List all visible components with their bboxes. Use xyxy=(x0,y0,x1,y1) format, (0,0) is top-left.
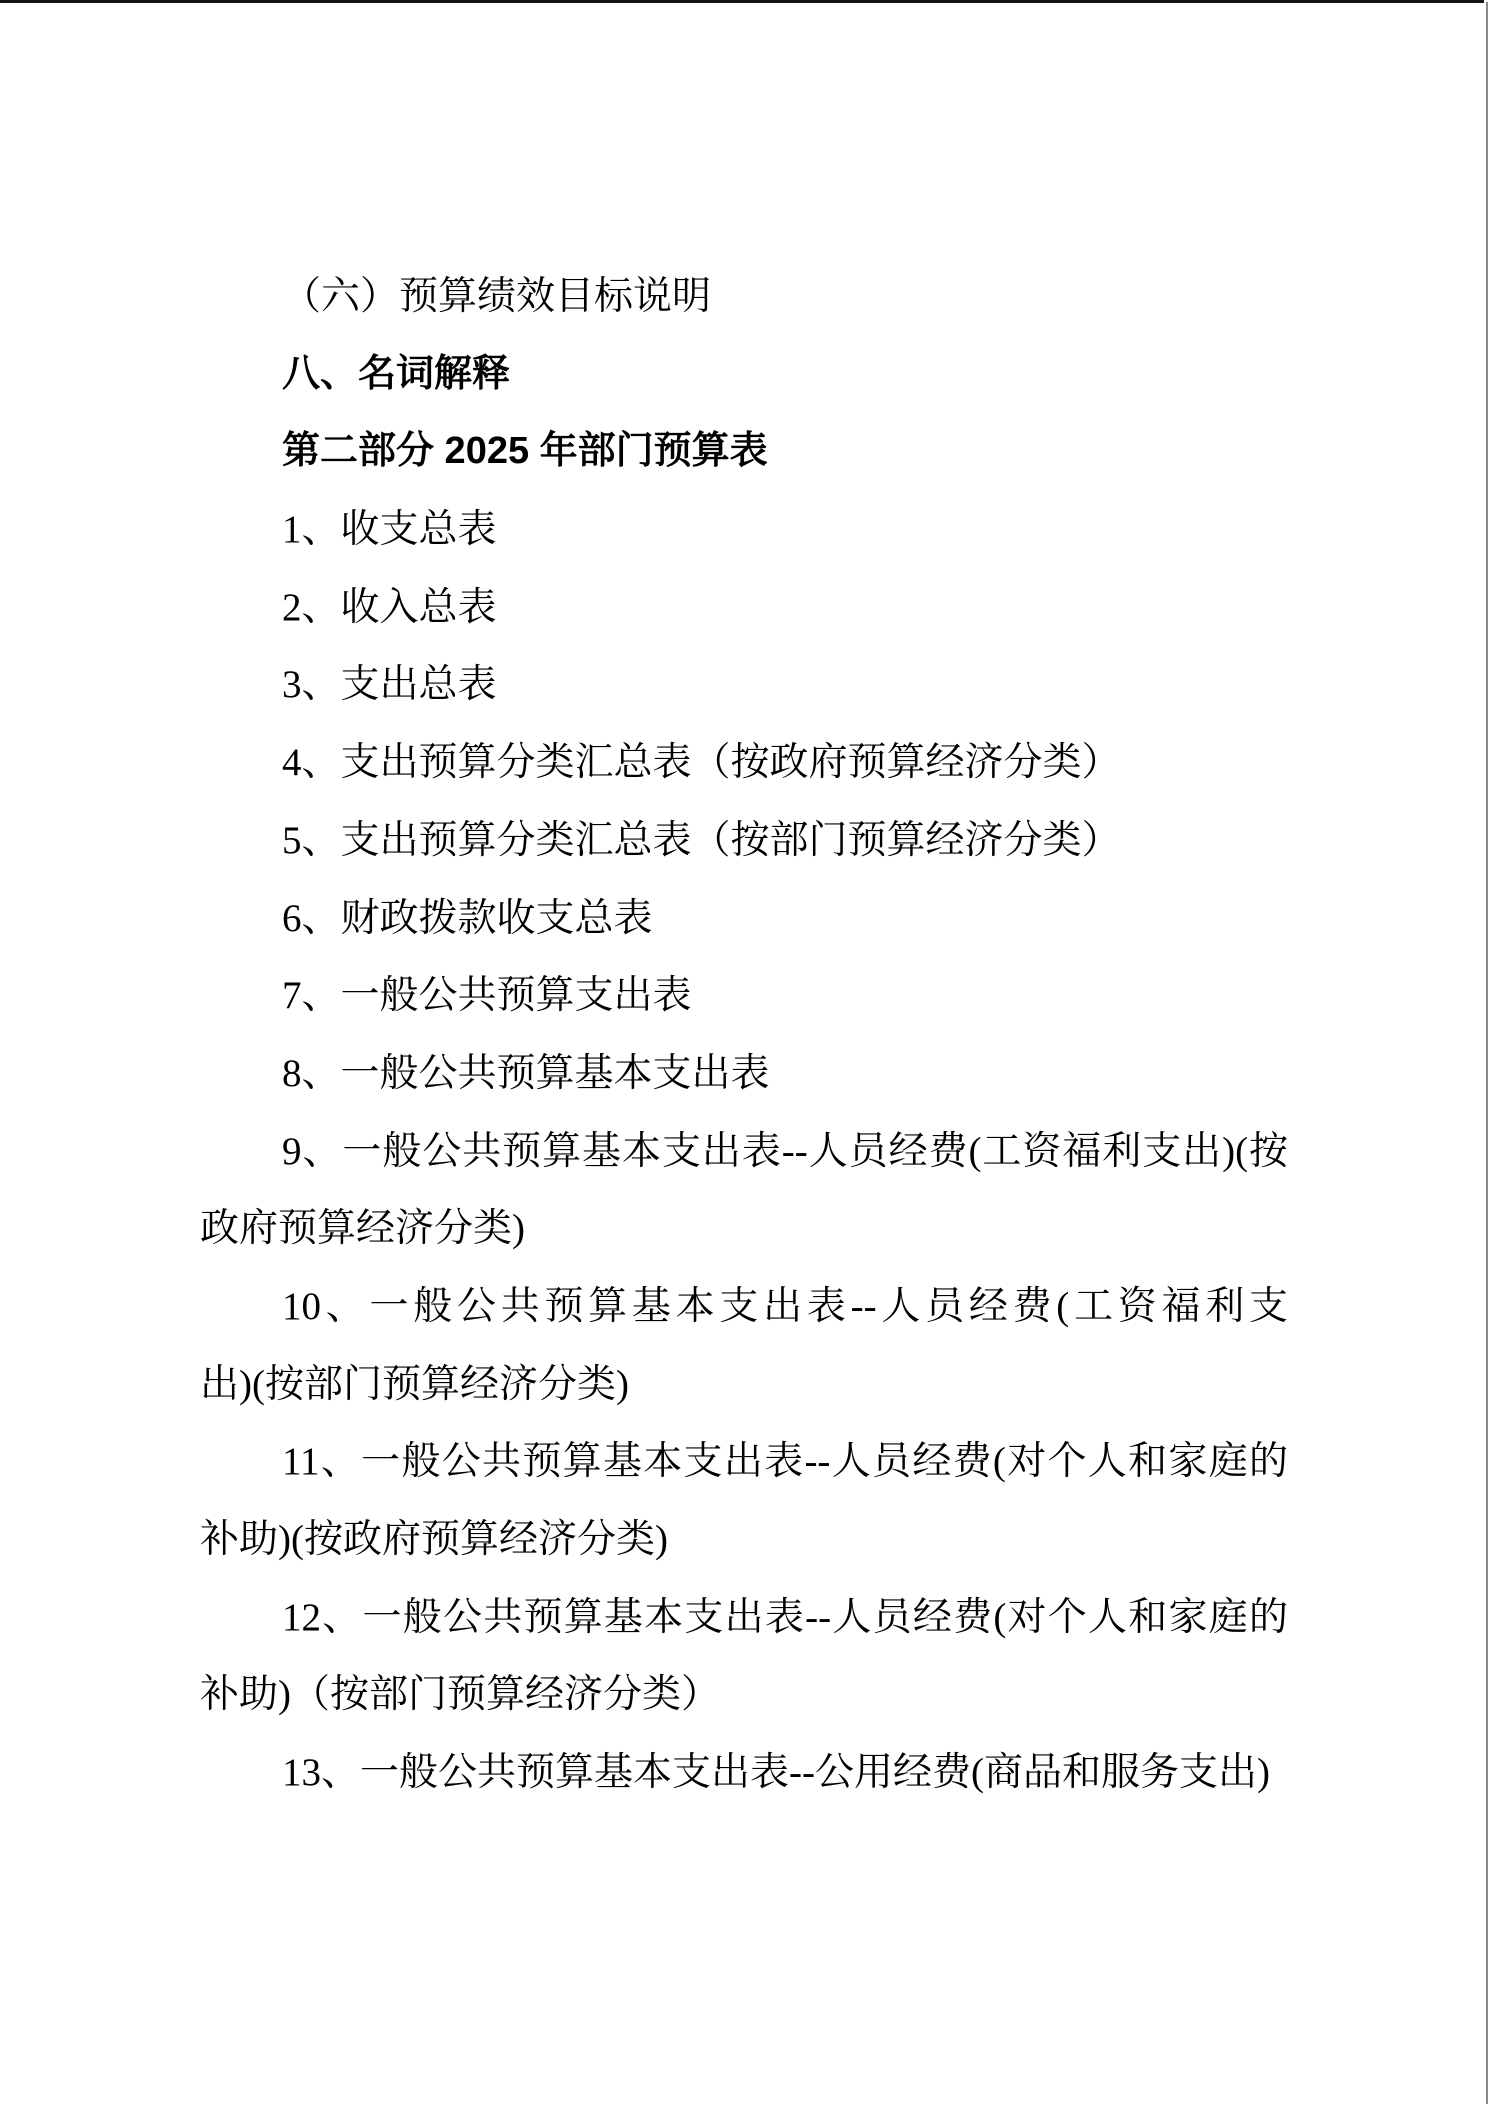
toc-line: 政府预算经济分类) xyxy=(200,1207,525,1251)
toc-line: 出)(按部门预算经济分类) xyxy=(200,1362,629,1406)
toc-line: 补助)（按部门预算经济分类） xyxy=(200,1673,720,1717)
section-heading: 八、名词解释 xyxy=(282,352,511,395)
toc-line: 7、一般公共预算支出表 xyxy=(282,974,692,1018)
toc-line: 12、一般公共预算基本支出表--人员经费(对个人和家庭的 xyxy=(282,1595,1288,1639)
toc-line: 3、支出总表 xyxy=(282,663,497,707)
toc-line: 补助)(按政府预算经济分类) xyxy=(200,1518,668,1561)
toc-line: 13、一般公共预算基本支出表--公用经费(商品和服务支出) xyxy=(282,1751,1270,1795)
toc-line: 8、一般公共预算基本支出表 xyxy=(282,1051,770,1095)
toc-line: 11、一般公共预算基本支出表--人员经费(对个人和家庭的 xyxy=(282,1440,1288,1484)
toc-line: （六）预算绩效目标说明 xyxy=(282,275,712,318)
section-heading: 第二部分 2025 年部门预算表 xyxy=(282,430,768,473)
toc-line: 9、一般公共预算基本支出表--人员经费(工资福利支出)(按 xyxy=(282,1129,1288,1173)
toc-line: 2、收入总表 xyxy=(282,585,497,629)
toc-line: 1、收支总表 xyxy=(282,508,497,552)
toc-line: 4、支出预算分类汇总表（按政府预算经济分类） xyxy=(282,741,1121,785)
document-text-block xyxy=(200,258,1288,1812)
toc-line: 6、财政拨款收支总表 xyxy=(282,896,653,940)
page-top-border xyxy=(0,0,1484,3)
toc-line: 10、一般公共预算基本支出表--人员经费(工资福利支 xyxy=(282,1284,1288,1328)
toc-line: 5、支出预算分类汇总表（按部门预算经济分类） xyxy=(282,818,1121,862)
